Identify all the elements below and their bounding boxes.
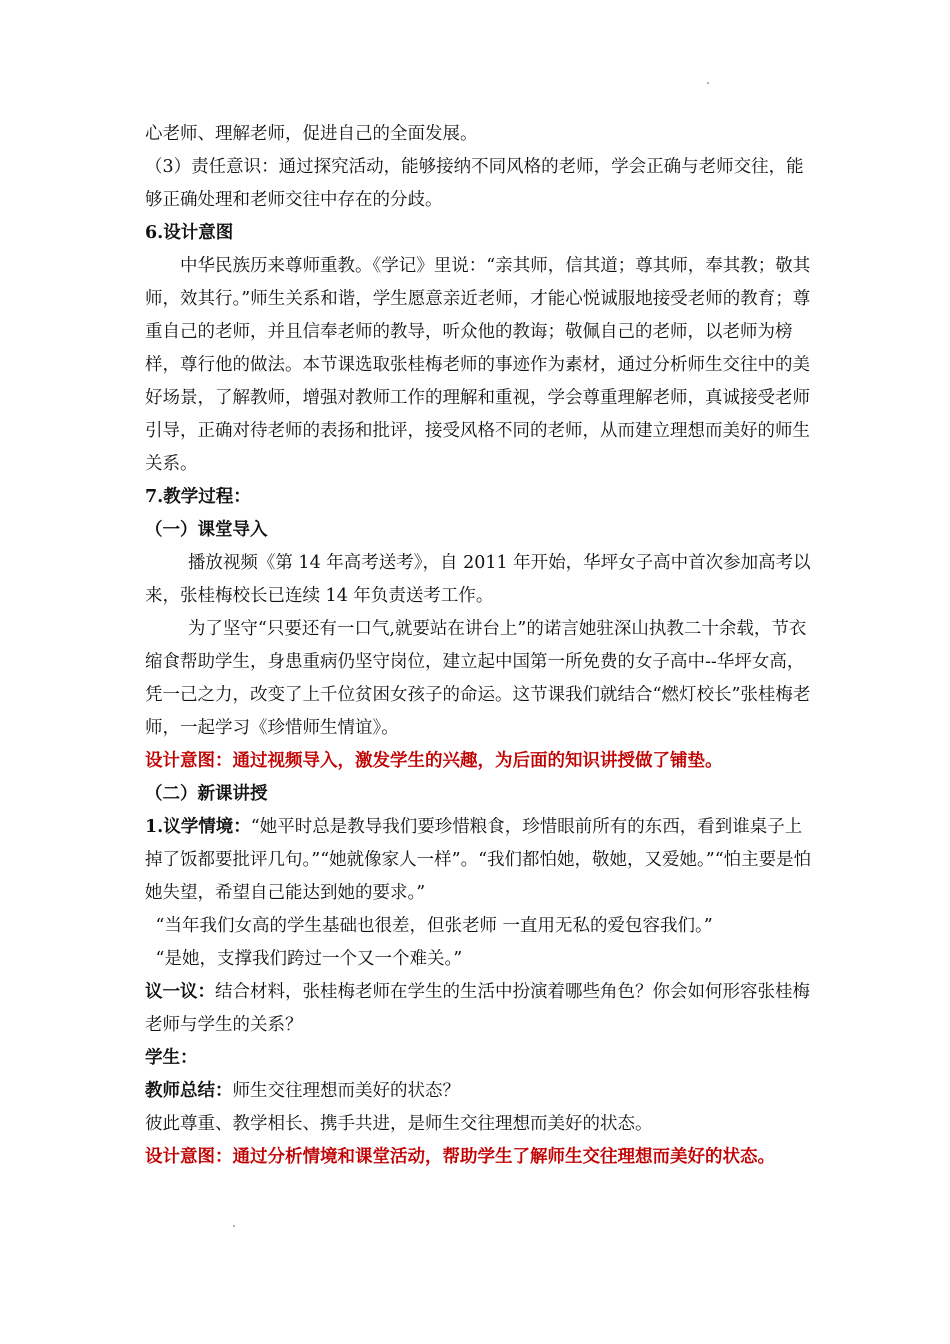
teacher-summary-label: 教师总结：: [145, 1081, 233, 1101]
teacher-summary-text: 师生交往理想而美好的状态？: [232, 1081, 460, 1101]
quote-line-1: “当年我们女高的学生基础也很差，但张老师 一直用无私的爱包容我们。”: [155, 916, 713, 936]
heading-teaching-process: 7.教学过程：: [145, 487, 251, 507]
design-intent-note-1: 设计意图：通过视频导入，激发学生的兴趣，为后面的知识讲授做了铺垫。: [145, 751, 723, 771]
student-label: 学生：: [145, 1048, 198, 1068]
paragraph-teacher-summary: [145, 1075, 813, 1108]
situation-text: “她平时总是教导我们要珍惜粮食，珍惜眼前所有的东西，看到谁桌子上掉了饭都要批评几句。”“她就像家人一样”。“我们都怕她，敬她，又爱她。”“怕主要是怕她失望，希望自己能达到她的要求。”: [145, 817, 812, 903]
discussion-label: 议一议：: [145, 982, 215, 1002]
paragraph-goal-continued: 心老师、理解老师，促进自己的全面发展。: [145, 124, 478, 144]
paragraph-responsibility: （3）责任意识：通过探究活动，能够接纳不同风格的老师，学会正确与老师交往，能够正确处理和老师交往中存在的分歧。: [145, 157, 804, 210]
situation-label: 1.议学情境：: [145, 817, 251, 837]
design-intent-note-2: 设计意图：通过分析情境和课堂活动，帮助学生了解师生交往理想而美好的状态。: [145, 1147, 775, 1167]
page-mark: [707, 82, 709, 84]
document-body: [145, 118, 813, 1174]
quote-line-2: “是她，支撑我们跨过一个又一个难关。”: [155, 949, 463, 969]
paragraph-situation: [145, 811, 813, 910]
heading-design-intent: 6.设计意图: [145, 223, 234, 243]
paragraph-video-intro: 播放视频《第 14 年高考送考》，自 2011 年开始，华坪女子高中首次参加高考以来，张桂梅校长已连续 14 年负责送考工作。: [145, 553, 811, 606]
paragraph-zhang-guimei: 为了坚守“只要还有一口气,就要站在讲台上”的诺言她驻深山执教二十余载，节衣缩食帮助学生，身患重病仍坚守岗位，建立起中国第一所免费的女子高中--华坪女高，凭一己之力，改变了上千位贫困女孩子的命运。这节课我们就结合“燃灯校长”张桂梅老师，一起学习《珍惜师生情谊》。: [145, 619, 811, 738]
page-mark: [233, 1225, 235, 1227]
discussion-text: 结合材料，张桂梅老师在学生的生活中扮演着哪些角色？你会如何形容张桂梅老师与学生的关系？: [145, 982, 810, 1035]
paragraph-ideal-state: 彼此尊重、教学相长、携手共进，是师生交往理想而美好的状态。: [145, 1114, 653, 1134]
heading-new-lesson: （二）新课讲授: [145, 784, 268, 804]
heading-lesson-intro: （一）课堂导入: [145, 520, 268, 540]
paragraph-design-intent: 中华民族历来尊师重教。《学记》里说：“亲其师，信其道；尊其师，奉其教；敬其师，效其行。”师生关系和谐，学生愿意亲近老师，才能心悦诚服地接受老师的教育；尊重自己的老师，并且信奉老师的教导，听众他的教诲；敬佩自己的老师，以老师为榜样，尊行他的做法。本节课选取张桂梅老师的事迹作为素材，通过分析师生交往中的美好场景，了解教师，增强对教师工作的理解和重视，学会尊重理解老师，真诚接受老师引导，正确对待老师的表扬和批评，接受风格不同的老师，从而建立理想而美好的师生关系。: [145, 256, 811, 474]
paragraph-discussion: [145, 976, 813, 1042]
